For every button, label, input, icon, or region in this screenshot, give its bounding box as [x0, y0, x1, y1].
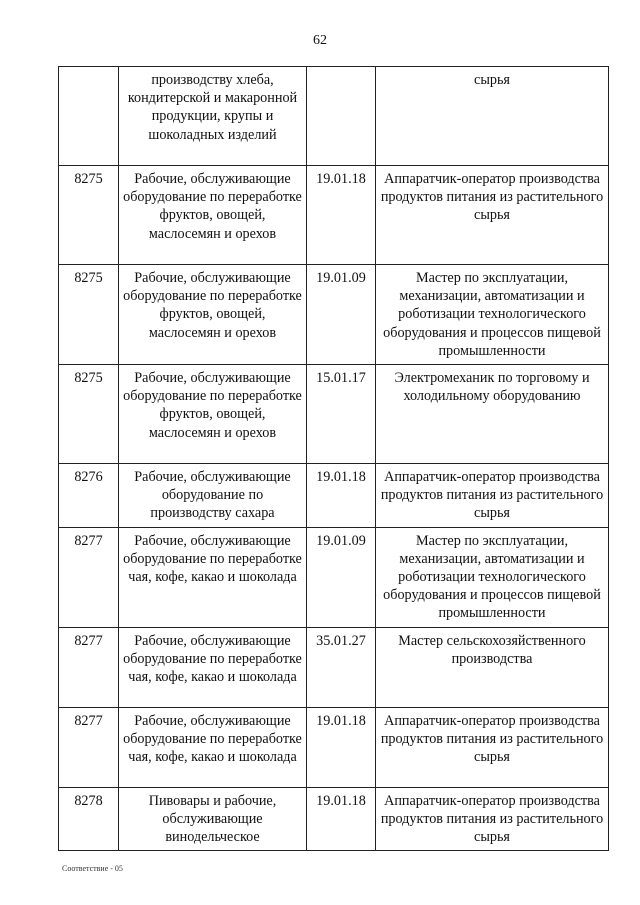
table-row: [59, 707, 609, 787]
okpdtr-code-cell: 8277: [59, 707, 119, 787]
occupation-table: [58, 66, 609, 851]
fgos-code-cell: 15.01.17: [307, 365, 376, 464]
specialty-cell: Электромеханик по торговому и холодильному оборудованию: [376, 365, 609, 464]
table-row: [59, 627, 609, 707]
table-row: [59, 166, 609, 265]
fgos-code-cell: 35.01.27: [307, 627, 376, 707]
okpdtr-code-cell: [59, 67, 119, 166]
profession-cell: Рабочие, обслуживающие оборудование по производству сахара: [119, 464, 307, 528]
okpdtr-code-cell: 8278: [59, 787, 119, 851]
table-row: [59, 787, 609, 851]
okpdtr-code-cell: 8277: [59, 627, 119, 707]
profession-cell: Рабочие, обслуживающие оборудование по переработке фруктов, овощей, маслосемян и орехов: [119, 166, 307, 265]
fgos-code-cell: 19.01.09: [307, 265, 376, 365]
specialty-cell: Аппаратчик-оператор производства продуктов питания из растительного сырья: [376, 166, 609, 265]
okpdtr-code-cell: 8275: [59, 365, 119, 464]
profession-cell: Рабочие, обслуживающие оборудование по переработке чая, кофе, какао и шоколада: [119, 707, 307, 787]
specialty-cell: Мастер по эксплуатации, механизации, автоматизации и роботизации технологического оборудования и процессов пищевой промышленности: [376, 265, 609, 365]
table-row: [59, 67, 609, 166]
specialty-cell: Аппаратчик-оператор производства продуктов питания из растительного сырья: [376, 464, 609, 528]
profession-cell: Рабочие, обслуживающие оборудование по переработке фруктов, овощей, маслосемян и орехов: [119, 365, 307, 464]
fgos-code-cell: 19.01.18: [307, 166, 376, 265]
fgos-code-cell: 19.01.18: [307, 707, 376, 787]
specialty-cell: Аппаратчик-оператор производства продуктов питания из растительного сырья: [376, 787, 609, 851]
fgos-code-cell: 19.01.18: [307, 787, 376, 851]
profession-cell: производству хлеба, кондитерской и макаронной продукции, крупы и шоколадных изделий: [119, 67, 307, 166]
fgos-code-cell: 19.01.09: [307, 527, 376, 627]
specialty-cell: Мастер по эксплуатации, механизации, автоматизации и роботизации технологического оборудования и процессов пищевой промышленности: [376, 527, 609, 627]
table-row: [59, 527, 609, 627]
profession-cell: Рабочие, обслуживающие оборудование по переработке фруктов, овощей, маслосемян и орехов: [119, 265, 307, 365]
table-row: [59, 464, 609, 528]
profession-cell: Рабочие, обслуживающие оборудование по переработке чая, кофе, какао и шоколада: [119, 627, 307, 707]
profession-cell: Рабочие, обслуживающие оборудование по переработке чая, кофе, какао и шоколада: [119, 527, 307, 627]
table-row: [59, 365, 609, 464]
table-row: [59, 265, 609, 365]
okpdtr-code-cell: 8277: [59, 527, 119, 627]
profession-cell: Пивовары и рабочие, обслуживающие винодельческое: [119, 787, 307, 851]
okpdtr-code-cell: 8275: [59, 166, 119, 265]
footer-note: Соответствие - 05: [62, 864, 123, 873]
page-number: 62: [313, 33, 327, 48]
specialty-cell: Мастер сельскохозяйственного производства: [376, 627, 609, 707]
fgos-code-cell: 19.01.18: [307, 464, 376, 528]
okpdtr-code-cell: 8275: [59, 265, 119, 365]
okpdtr-code-cell: 8276: [59, 464, 119, 528]
specialty-cell: Аппаратчик-оператор производства продуктов питания из растительного сырья: [376, 707, 609, 787]
fgos-code-cell: [307, 67, 376, 166]
specialty-cell: сырья: [376, 67, 609, 166]
